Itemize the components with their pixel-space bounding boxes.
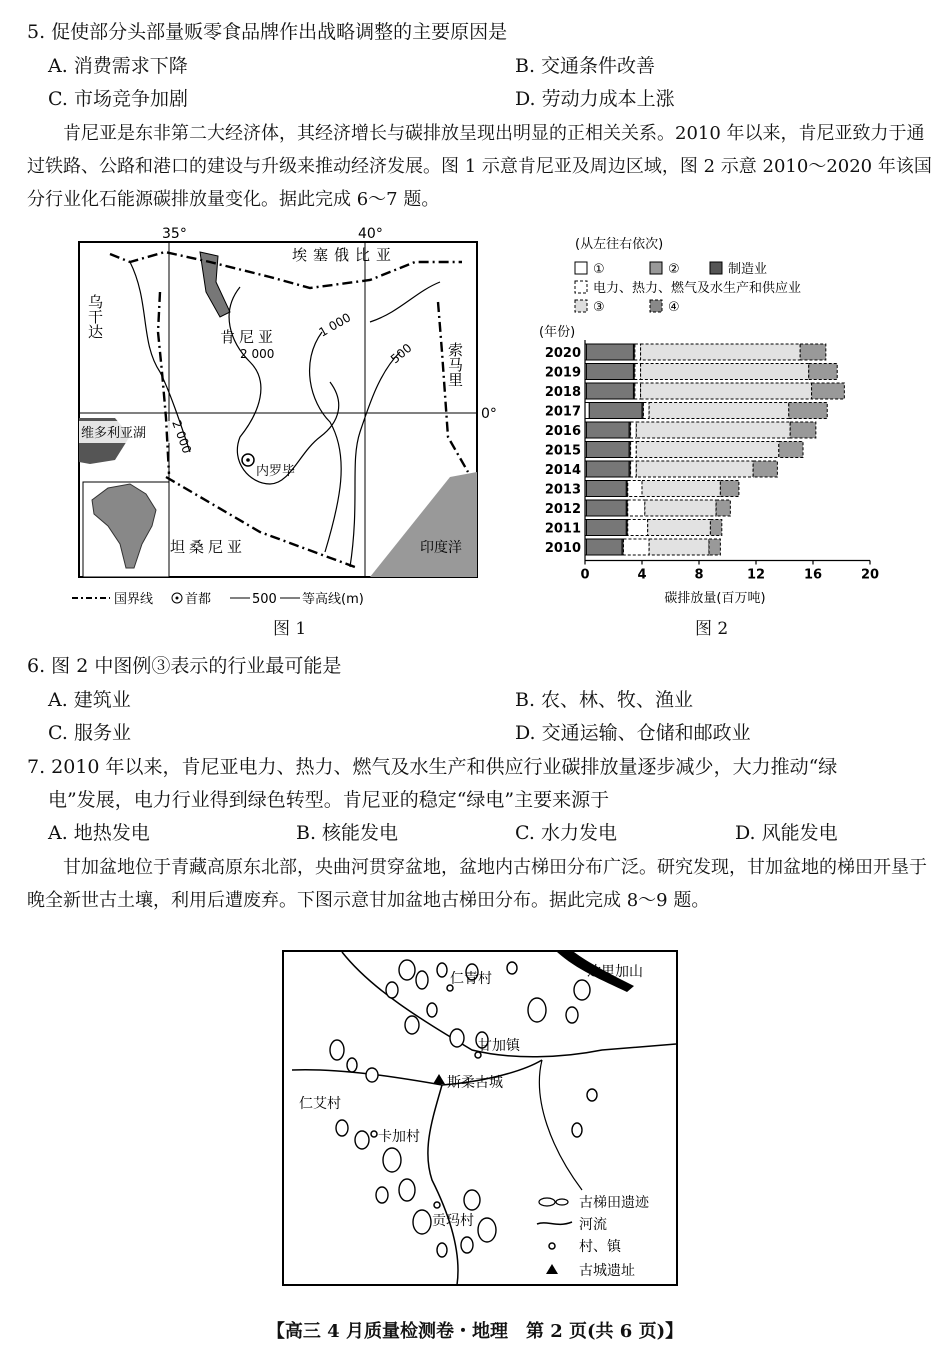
place-kajia: 卡加村	[378, 1129, 420, 1145]
place-sirou-ruins: 斯柔古城	[447, 1075, 503, 1091]
legend-river: 河流	[579, 1217, 607, 1233]
bar-2011-series-4	[628, 520, 648, 536]
contour-label-1000: 1 000	[316, 310, 354, 340]
bar-2018-series-6	[812, 383, 845, 399]
q7-option-d: D. 风能发电	[735, 822, 838, 844]
q6-stem: 6. 图 2 中图例③表示的行业最可能是	[27, 655, 342, 677]
bar-2019-series-6	[809, 364, 838, 380]
bar-2012-series-6	[716, 500, 730, 516]
place-renqing: 仁青村	[450, 971, 492, 987]
bar-2015-series-4	[631, 442, 637, 458]
bar-2020-series-4	[635, 344, 641, 360]
q5-option-c: C. 市场竞争加剧	[48, 88, 188, 110]
bar-2015-series-5	[636, 442, 779, 458]
bar-2019-series-4	[635, 364, 641, 380]
fig2-legend-title: (从左往右依次)	[575, 237, 664, 252]
legend-contour-value: 500	[252, 592, 277, 607]
passage-kenya: 肯尼亚是东非第二大经济体，其经济增长与碳排放呈现出明显的正相关关系。2010 年以来，肯尼亚致力于通过铁路、公路和港口的建设与升级来推动经济发展。图 1 示意肯尼亚及周边区域，图 2 示意 2010～2020 年该国分行业化石能源碳排放量变化。据此完成 6～7 题。	[27, 123, 932, 210]
q7-option-c: C. 水力发电	[515, 822, 617, 844]
q6-option-a: A. 建筑业	[48, 689, 131, 711]
q7-stem-line1: 7. 2010 年以来，肯尼亚电力、热力、燃气及水生产和供应行业碳排放量逐步减少，大力推动“绿	[27, 756, 838, 778]
bar-2010-series-6	[709, 539, 720, 555]
bar-2013-series-4	[628, 481, 642, 497]
year-label-2011: 2011	[544, 521, 581, 537]
year-label-2019: 2019	[544, 365, 581, 381]
bar-2016-series-4	[631, 422, 637, 438]
indian-ocean: 印度洋	[420, 540, 462, 556]
q6-option-b: B. 农、林、牧、渔业	[515, 689, 694, 711]
bar-2017-series-2	[589, 403, 642, 419]
country-somalia: 索马里	[446, 342, 464, 387]
q7-stem-line2: 电”发展，电力行业得到绿色转型。肯尼亚的稳定“绿电”主要来源于	[48, 789, 610, 811]
figure-1-kenya-map	[70, 222, 497, 612]
bar-2017-series-1	[585, 403, 589, 419]
year-label-2018: 2018	[544, 385, 581, 400]
bar-2018-series-4	[635, 383, 641, 399]
fig2-ylabel: (年份)	[539, 325, 576, 340]
legend-item-3: ③	[593, 300, 605, 315]
bar-2018-series-5	[641, 383, 812, 399]
figure-2-caption: 图 2	[695, 619, 729, 639]
legend-item-power: 电力、热力、燃气及水生产和供应业	[593, 281, 802, 296]
lon-label-35: 35°	[162, 226, 187, 242]
page-footer: 【高三 4 月质量检测卷・地理 第 2 页(共 6 页)】	[266, 1321, 684, 1342]
bar-2015-series-6	[779, 442, 803, 458]
bar-2012-series-2	[586, 500, 626, 516]
x-tick-label-8: 8	[694, 567, 704, 583]
figure-3-terrace-map	[282, 950, 678, 1286]
legend-item-2: ②	[668, 262, 680, 277]
legend-terrace: 古梯田遗迹	[579, 1195, 649, 1211]
bar-2014-series-6	[753, 461, 777, 477]
lat-label-0: 0°	[481, 406, 497, 422]
bar-2014-series-2	[586, 461, 629, 477]
fig2-xlabel: 碳排放量(百万吨)	[664, 591, 766, 606]
capital-nairobi: 内罗毕	[256, 464, 296, 479]
legend-border: 国界线	[114, 592, 154, 607]
q5-option-d: D. 劳动力成本上涨	[515, 88, 675, 110]
bar-2016-series-5	[636, 422, 790, 438]
bar-2010-series-2	[586, 539, 622, 555]
q7-option-b: B. 核能发电	[296, 822, 399, 844]
legend-item-manufacturing: 制造业	[728, 262, 768, 277]
year-label-2020: 2020	[544, 346, 581, 361]
bar-2013-series-6	[720, 481, 739, 497]
bar-2016-series-2	[586, 422, 629, 438]
bar-2017-series-5	[649, 403, 789, 419]
place-renai: 仁艾村	[299, 1096, 341, 1112]
bar-2010-series-4	[623, 539, 649, 555]
year-label-2012: 2012	[544, 502, 581, 517]
bar-2014-series-5	[636, 461, 753, 477]
year-label-2015: 2015	[544, 443, 581, 459]
bar-2011-series-3	[626, 520, 627, 536]
year-label-2014: 2014	[544, 463, 581, 478]
legend-item-4: ④	[668, 300, 680, 315]
bar-2019-series-5	[641, 364, 809, 380]
figure-1-caption: 图 1	[273, 619, 307, 639]
legend-village: 村、镇	[579, 1239, 621, 1255]
bar-2012-series-5	[645, 500, 716, 516]
year-label-2010: 2010	[544, 541, 581, 556]
contour-label-500: 500	[387, 340, 415, 367]
bar-2011-series-2	[586, 520, 626, 536]
q5-stem: 5. 促使部分头部量贩零食品牌作出战略调整的主要原因是	[27, 21, 508, 43]
bar-2013-series-5	[642, 481, 720, 497]
country-tanzania: 坦桑尼亚	[170, 538, 247, 556]
x-tick-label-4: 4	[637, 567, 647, 583]
bar-2015-series-2	[586, 442, 629, 458]
country-uganda: 乌干达	[86, 294, 104, 339]
bar-2017-series-4	[643, 403, 649, 419]
legend-item-1: ①	[593, 262, 605, 277]
legend-ancient-city: 古城遗址	[579, 1263, 635, 1279]
bar-2016-series-6	[790, 422, 816, 438]
year-label-2013: 2013	[544, 482, 581, 498]
place-ganjia-town: 甘加镇	[478, 1038, 520, 1054]
q5-option-a: A. 消费需求下降	[48, 55, 188, 77]
bar-2020-series-5	[641, 344, 801, 360]
passage-ganjia: 甘加盆地位于青藏高原东北部，央曲河贯穿盆地，盆地内古梯田分布广泛。研究发现，甘加盆地的梯田开垦于晚全新世古土壤，利用后遭废弃。下图示意甘加盆地古梯田分布。据此完成 8～9 题。	[27, 857, 927, 911]
legend-capital: 首都	[185, 592, 212, 607]
x-tick-label-16: 16	[803, 567, 823, 583]
x-tick-label-20: 20	[860, 567, 880, 583]
bar-2011-series-5	[648, 520, 711, 536]
bar-2020-series-2	[586, 344, 633, 360]
place-dalijia-shan: 达里加山	[587, 964, 643, 980]
bar-2014-series-4	[631, 461, 637, 477]
figure-2-carbon-chart	[535, 232, 895, 612]
bar-2010-series-5	[649, 539, 709, 555]
q6-option-c: C. 服务业	[48, 722, 131, 744]
bar-2011-series-6	[710, 520, 721, 536]
year-label-2016: 2016	[544, 424, 581, 439]
lake-victoria: 维多利亚湖	[81, 426, 147, 441]
bar-2017-series-6	[789, 403, 827, 419]
contour-label-2000-a: 2 000	[240, 347, 275, 361]
bar-2020-series-6	[800, 344, 826, 360]
contour-label-2000-b: 2 000	[169, 418, 195, 456]
x-tick-label-12: 12	[746, 567, 766, 583]
bar-2013-series-2	[586, 481, 626, 497]
bar-2019-series-2	[586, 364, 633, 380]
q6-option-d: D. 交通运输、仓储和邮政业	[515, 722, 751, 744]
q5-option-b: B. 交通条件改善	[515, 55, 656, 77]
bar-2012-series-4	[628, 500, 645, 516]
year-label-2017: 2017	[544, 404, 581, 420]
x-tick-label-0: 0	[580, 567, 590, 583]
country-kenya: 肯尼亚	[220, 328, 278, 346]
q7-option-a: A. 地热发电	[48, 822, 150, 844]
country-ethiopia: 埃塞俄比亚	[292, 246, 398, 264]
place-gongma: 贡玛村	[432, 1213, 474, 1229]
bar-2018-series-2	[586, 383, 633, 399]
legend-contour: 等高线(m)	[302, 592, 364, 607]
lon-label-40: 40°	[358, 226, 383, 242]
